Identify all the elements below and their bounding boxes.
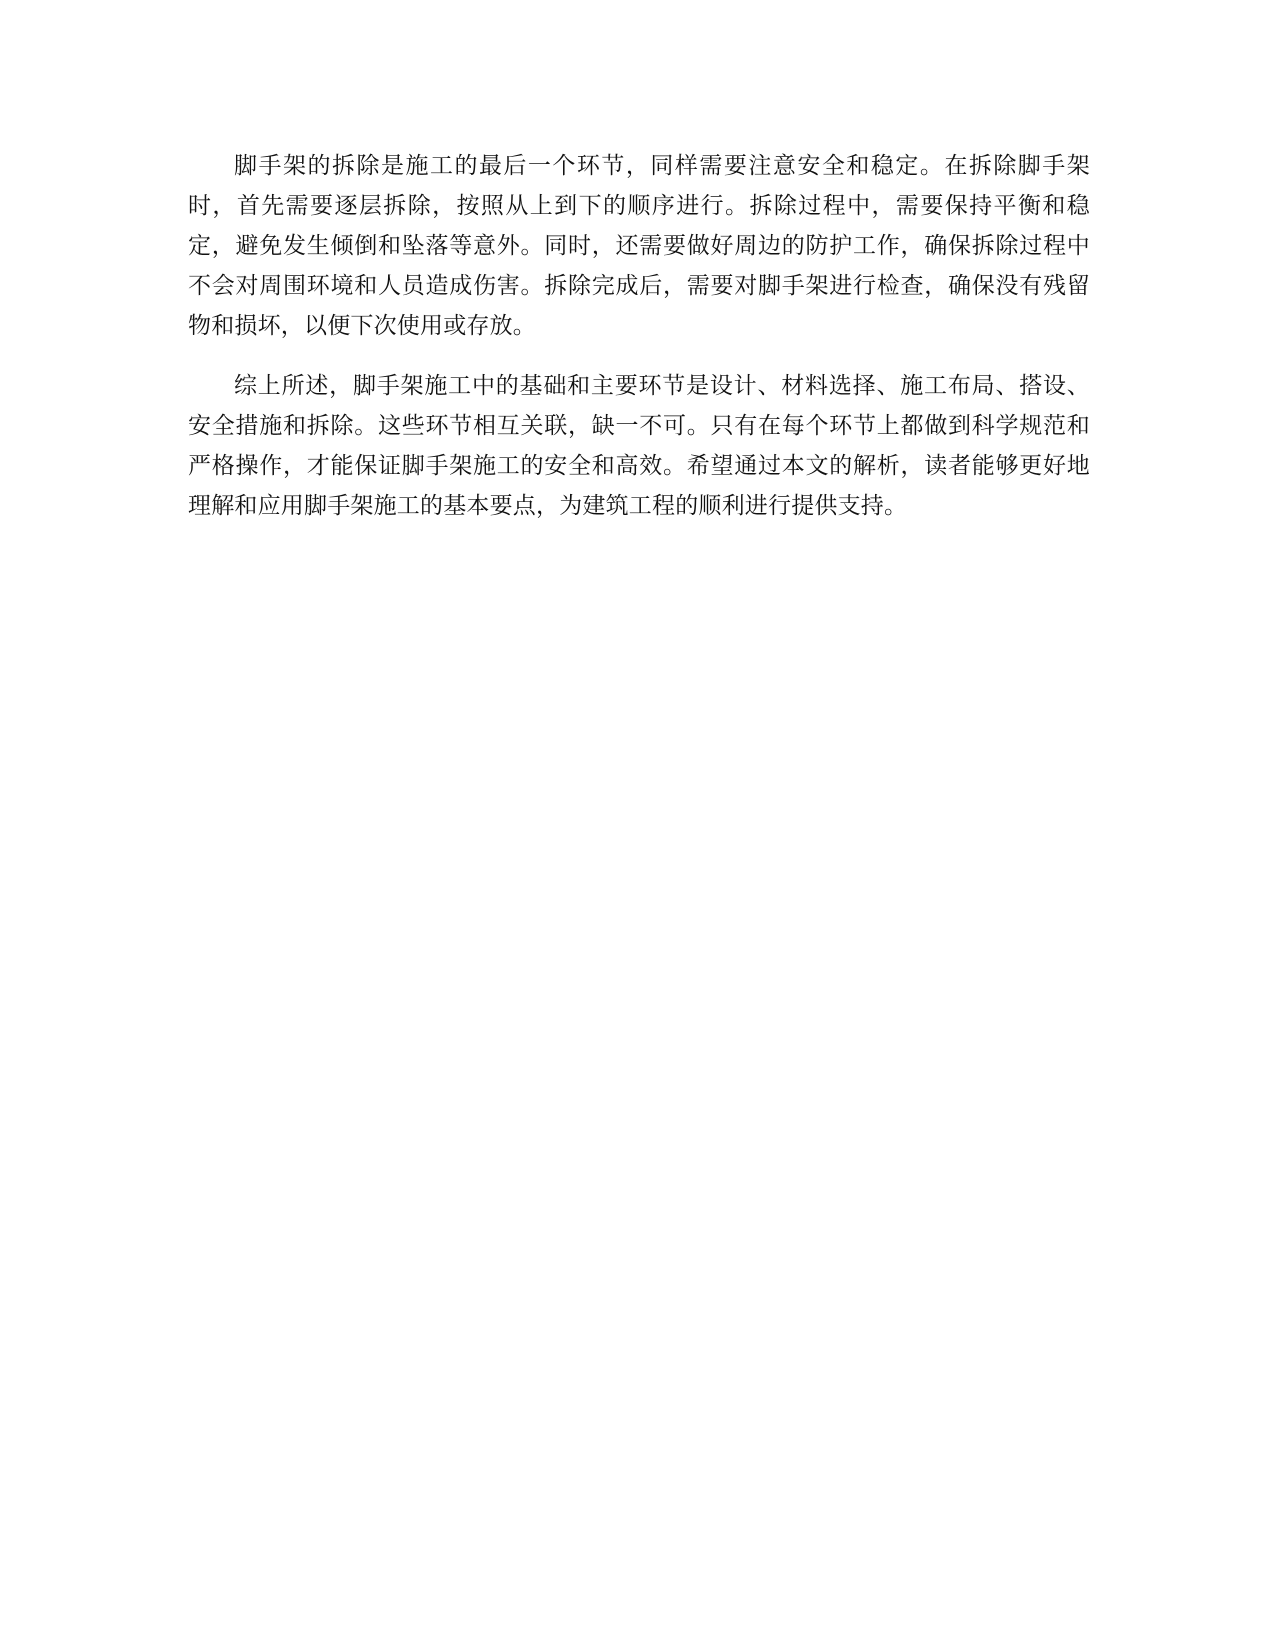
- paragraph-conclusion: 综上所述，脚手架施工中的基础和主要环节是设计、材料选择、施工布局、搭设、安全措施和拆除。这些环节相互关联，缺一不可。只有在每个环节上都做到科学规范和严格操作，才能保证脚手架施工的安全和高效。希望通过本文的解析，读者能够更好地理解和应用脚手架施工的基本要点，为建筑工程的顺利进行提供支持。: [188, 373, 1090, 519]
- paragraph-scaffold-dismantling: 脚手架的拆除是施工的最后一个环节，同样需要注意安全和稳定。在拆除脚手架时，首先需要逐层拆除，按照从上到下的顺序进行。拆除过程中，需要保持平衡和稳定，避免发生倾倒和坠落等意外。同时，还需要做好周边的防护工作，确保拆除过程中不会对周围环境和人员造成伤害。拆除完成后，需要对脚手架进行检查，确保没有残留物和损坏，以便下次使用或存放。: [188, 153, 1090, 339]
- body-text: [188, 146, 1090, 546]
